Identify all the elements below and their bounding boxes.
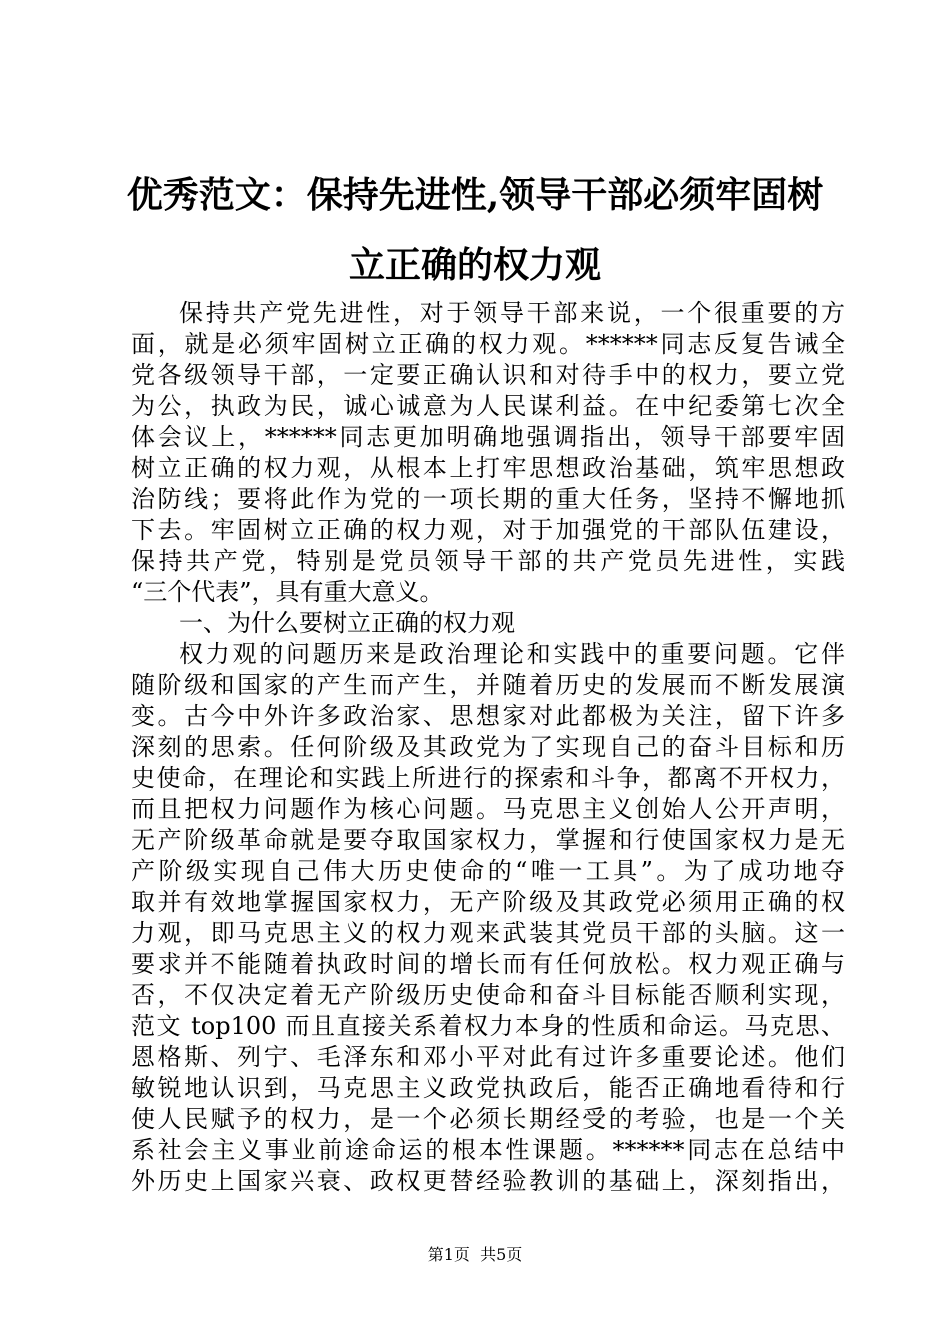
text-line: 下去。牢固树立正确的权力观，对于加强党的干部队伍建设，: [131, 516, 845, 544]
paragraph: [131, 639, 845, 1197]
document-body: [131, 298, 845, 1197]
document-title: [100, 160, 850, 300]
text-line: 史使命，在理论和实践上所进行的探索和斗争，都离不开权力，: [131, 764, 845, 792]
text-line: 无产阶级革命就是要夺取国家权力，掌握和行使国家权力是无: [131, 826, 845, 854]
text-line: 变。古今中外许多政治家、思想家对此都极为关注，留下许多: [131, 702, 845, 730]
text-line: 外历史上国家兴衰、政权更替经验教训的基础上，深刻指出，: [131, 1167, 845, 1195]
text-line: 权力观的问题历来是政治理论和实践中的重要问题。它伴: [179, 640, 845, 668]
text-line: 范文 top100 而且直接关系着权力本身的性质和命运。马克思、: [131, 1012, 845, 1040]
text-line: 恩格斯、列宁、毛泽东和邓小平对此有过许多重要论述。他们: [131, 1043, 845, 1071]
text-line: 治防线；要将此作为党的一项长期的重大任务，坚持不懈地抓: [131, 485, 845, 513]
text-line: 面，就是必须牢固树立正确的权力观。******同志反复告诫全: [131, 330, 845, 358]
title-line: 立正确的权力观: [348, 244, 601, 286]
text-line: 随阶级和国家的产生而产生，并随着历史的发展而不断发展演: [131, 671, 845, 699]
text-line: 保持共产党，特别是党员领导干部的共产党员先进性，实践: [131, 547, 845, 575]
text-line: 深刻的思索。任何阶级及其政党为了实现自己的奋斗目标和历: [131, 733, 845, 761]
text-line: 保持共产党先进性，对于领导干部来说，一个很重要的方: [179, 299, 845, 327]
page-footer: 第1页 共5页: [427, 1245, 523, 1264]
text-line: 取并有效地掌握国家权力，无产阶级及其政党必须用正确的权: [131, 888, 845, 916]
text-line: 体会议上，******同志更加明确地强调指出，领导干部要牢固: [131, 423, 845, 451]
text-line: 否，不仅决定着无产阶级历史使命和奋斗目标能否顺利实现，: [131, 981, 845, 1009]
text-line: 敏锐地认识到，马克思主义政党执政后，能否正确地看待和行: [131, 1074, 845, 1102]
text-line: 力观，即马克思主义的权力观来武装其党员干部的头脑。这一: [131, 919, 845, 947]
text-line: 使人民赋予的权力，是一个必须长期经受的考验，也是一个关: [131, 1105, 845, 1133]
text-line: 树立正确的权力观，从根本上打牢思想政治基础，筑牢思想政: [131, 454, 845, 482]
text-line: 为公，执政为民，诚心诚意为人民谋利益。在中纪委第七次全: [131, 392, 845, 420]
text-line: 而且把权力问题作为核心问题。马克思主义创始人公开声明，: [131, 795, 845, 823]
paragraph: [131, 298, 845, 608]
title-line: 优秀范文：保持先进性,领导干部必须牢固树: [126, 174, 824, 216]
text-line: 要求并不能随着执政时间的增长而有任何放松。权力观正确与: [131, 950, 845, 978]
text-line: 党各级领导干部，一定要正确认识和对待手中的权力，要立党: [131, 361, 845, 389]
text-line: 系社会主义事业前途命运的根本性课题。******同志在总结中: [131, 1136, 845, 1164]
paragraph: [131, 608, 845, 639]
text-line: 产阶级实现自己伟大历史使命的“唯一工具”。为了成功地夺: [131, 857, 845, 885]
text-line: 一、为什么要树立正确的权力观: [179, 609, 515, 637]
text-line: “三个代表”，具有重大意义。: [131, 578, 444, 606]
